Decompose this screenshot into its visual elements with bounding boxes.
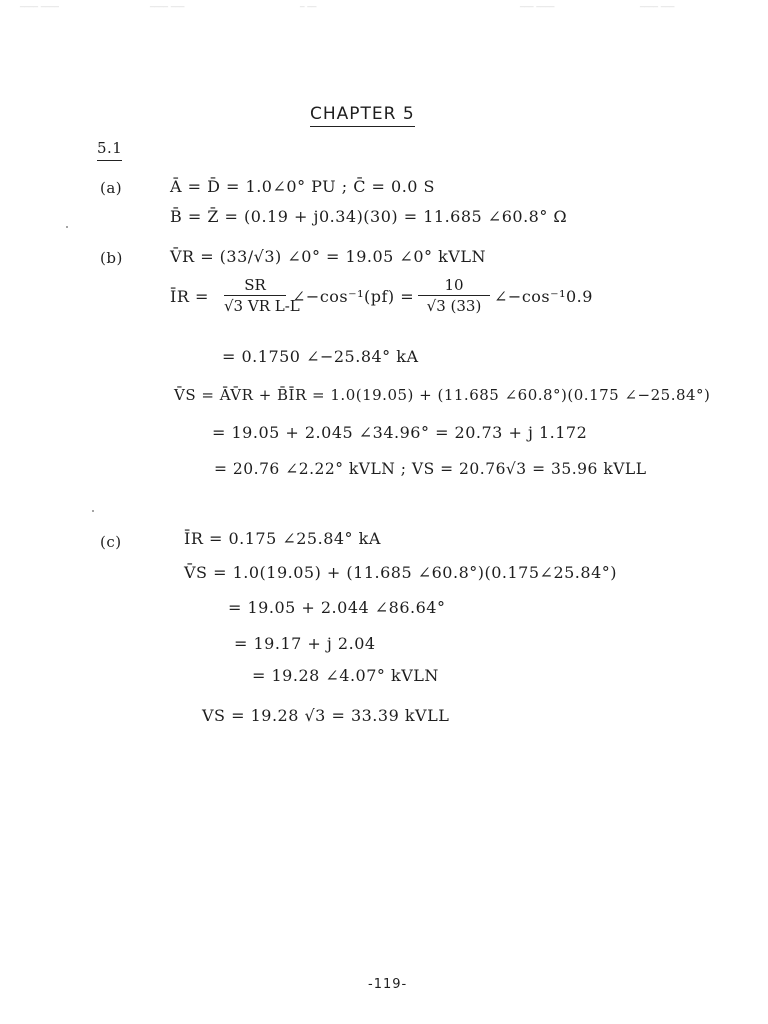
fraction-bar	[224, 295, 286, 296]
fraction-bar	[418, 295, 490, 296]
margin-mark	[92, 510, 94, 512]
faint-header-text: ___ ____	[520, 0, 555, 8]
part-b-line-5: = 19.05 + 2.045 ∠34.96° = 20.73 + j 1.172	[212, 423, 588, 442]
margin-mark	[66, 226, 68, 228]
part-b-line-4: V̄S = ĀV̄R + B̄ĪR = 1.0(19.05) + (11.685 ∠60.8°)(0.175 ∠−25.84°)	[174, 386, 711, 404]
part-a-line-2: B̄ = Z̄ = (0.19 + j0.34)(30) = 11.685 ∠60.8° Ω	[170, 207, 568, 226]
fraction-ten	[418, 276, 490, 315]
part-c-line-4: = 19.17 + j 2.04	[234, 634, 376, 653]
part-c-line-6: VS = 19.28 √3 = 33.39 kVLL	[202, 706, 450, 725]
part-a-line-1: Ā = D̄ = 1.0∠0° PU ; C̄ = 0.0 S	[170, 177, 435, 196]
part-a-label: (a)	[100, 179, 123, 197]
fraction-sr	[224, 276, 300, 315]
part-c-label: (c)	[100, 533, 122, 551]
part-c-line-2: V̄S = 1.0(19.05) + (11.685 ∠60.8°)(0.175∠25.84°)	[184, 563, 617, 582]
faint-header-text: ____ ____	[20, 0, 59, 8]
part-b-line-1: V̄R = (33/√3) ∠0° = 19.05 ∠0° kVLN	[170, 247, 486, 266]
part-b-line-3: = 0.1750 ∠−25.84° kA	[222, 347, 419, 366]
fraction-numerator: SR	[244, 276, 266, 294]
part-b-line-6: = 20.76 ∠2.22° kVLN ; VS = 20.76√3 = 35.96 kVLL	[214, 460, 647, 478]
part-b-label: (b)	[100, 249, 123, 267]
part-c-line-3: = 19.05 + 2.044 ∠86.64°	[228, 598, 446, 617]
part-b-ir-lhs: ĪR =	[170, 287, 209, 306]
faint-header-text: _ __	[300, 0, 317, 8]
fraction-denominator: √3 VR L-L	[224, 297, 300, 315]
problem-number: 5.1	[97, 138, 122, 161]
fraction-denominator: √3 (33)	[426, 297, 482, 315]
faint-header-text: ____ ___	[640, 0, 675, 8]
faint-header-text: ____ ___	[150, 0, 185, 8]
faint-header-strip	[0, 0, 768, 8]
part-c-line-5: = 19.28 ∠4.07° kVLN	[252, 666, 439, 685]
part-c-line-1: ĪR = 0.175 ∠25.84° kA	[184, 529, 381, 548]
page-number: -119-	[368, 977, 408, 992]
fraction-numerator: 10	[444, 276, 464, 294]
part-b-ir-mid: ∠−cos⁻¹(pf) =	[292, 287, 415, 306]
chapter-title: CHAPTER 5	[310, 104, 415, 127]
part-b-ir-end: ∠−cos⁻¹0.9	[494, 287, 593, 306]
